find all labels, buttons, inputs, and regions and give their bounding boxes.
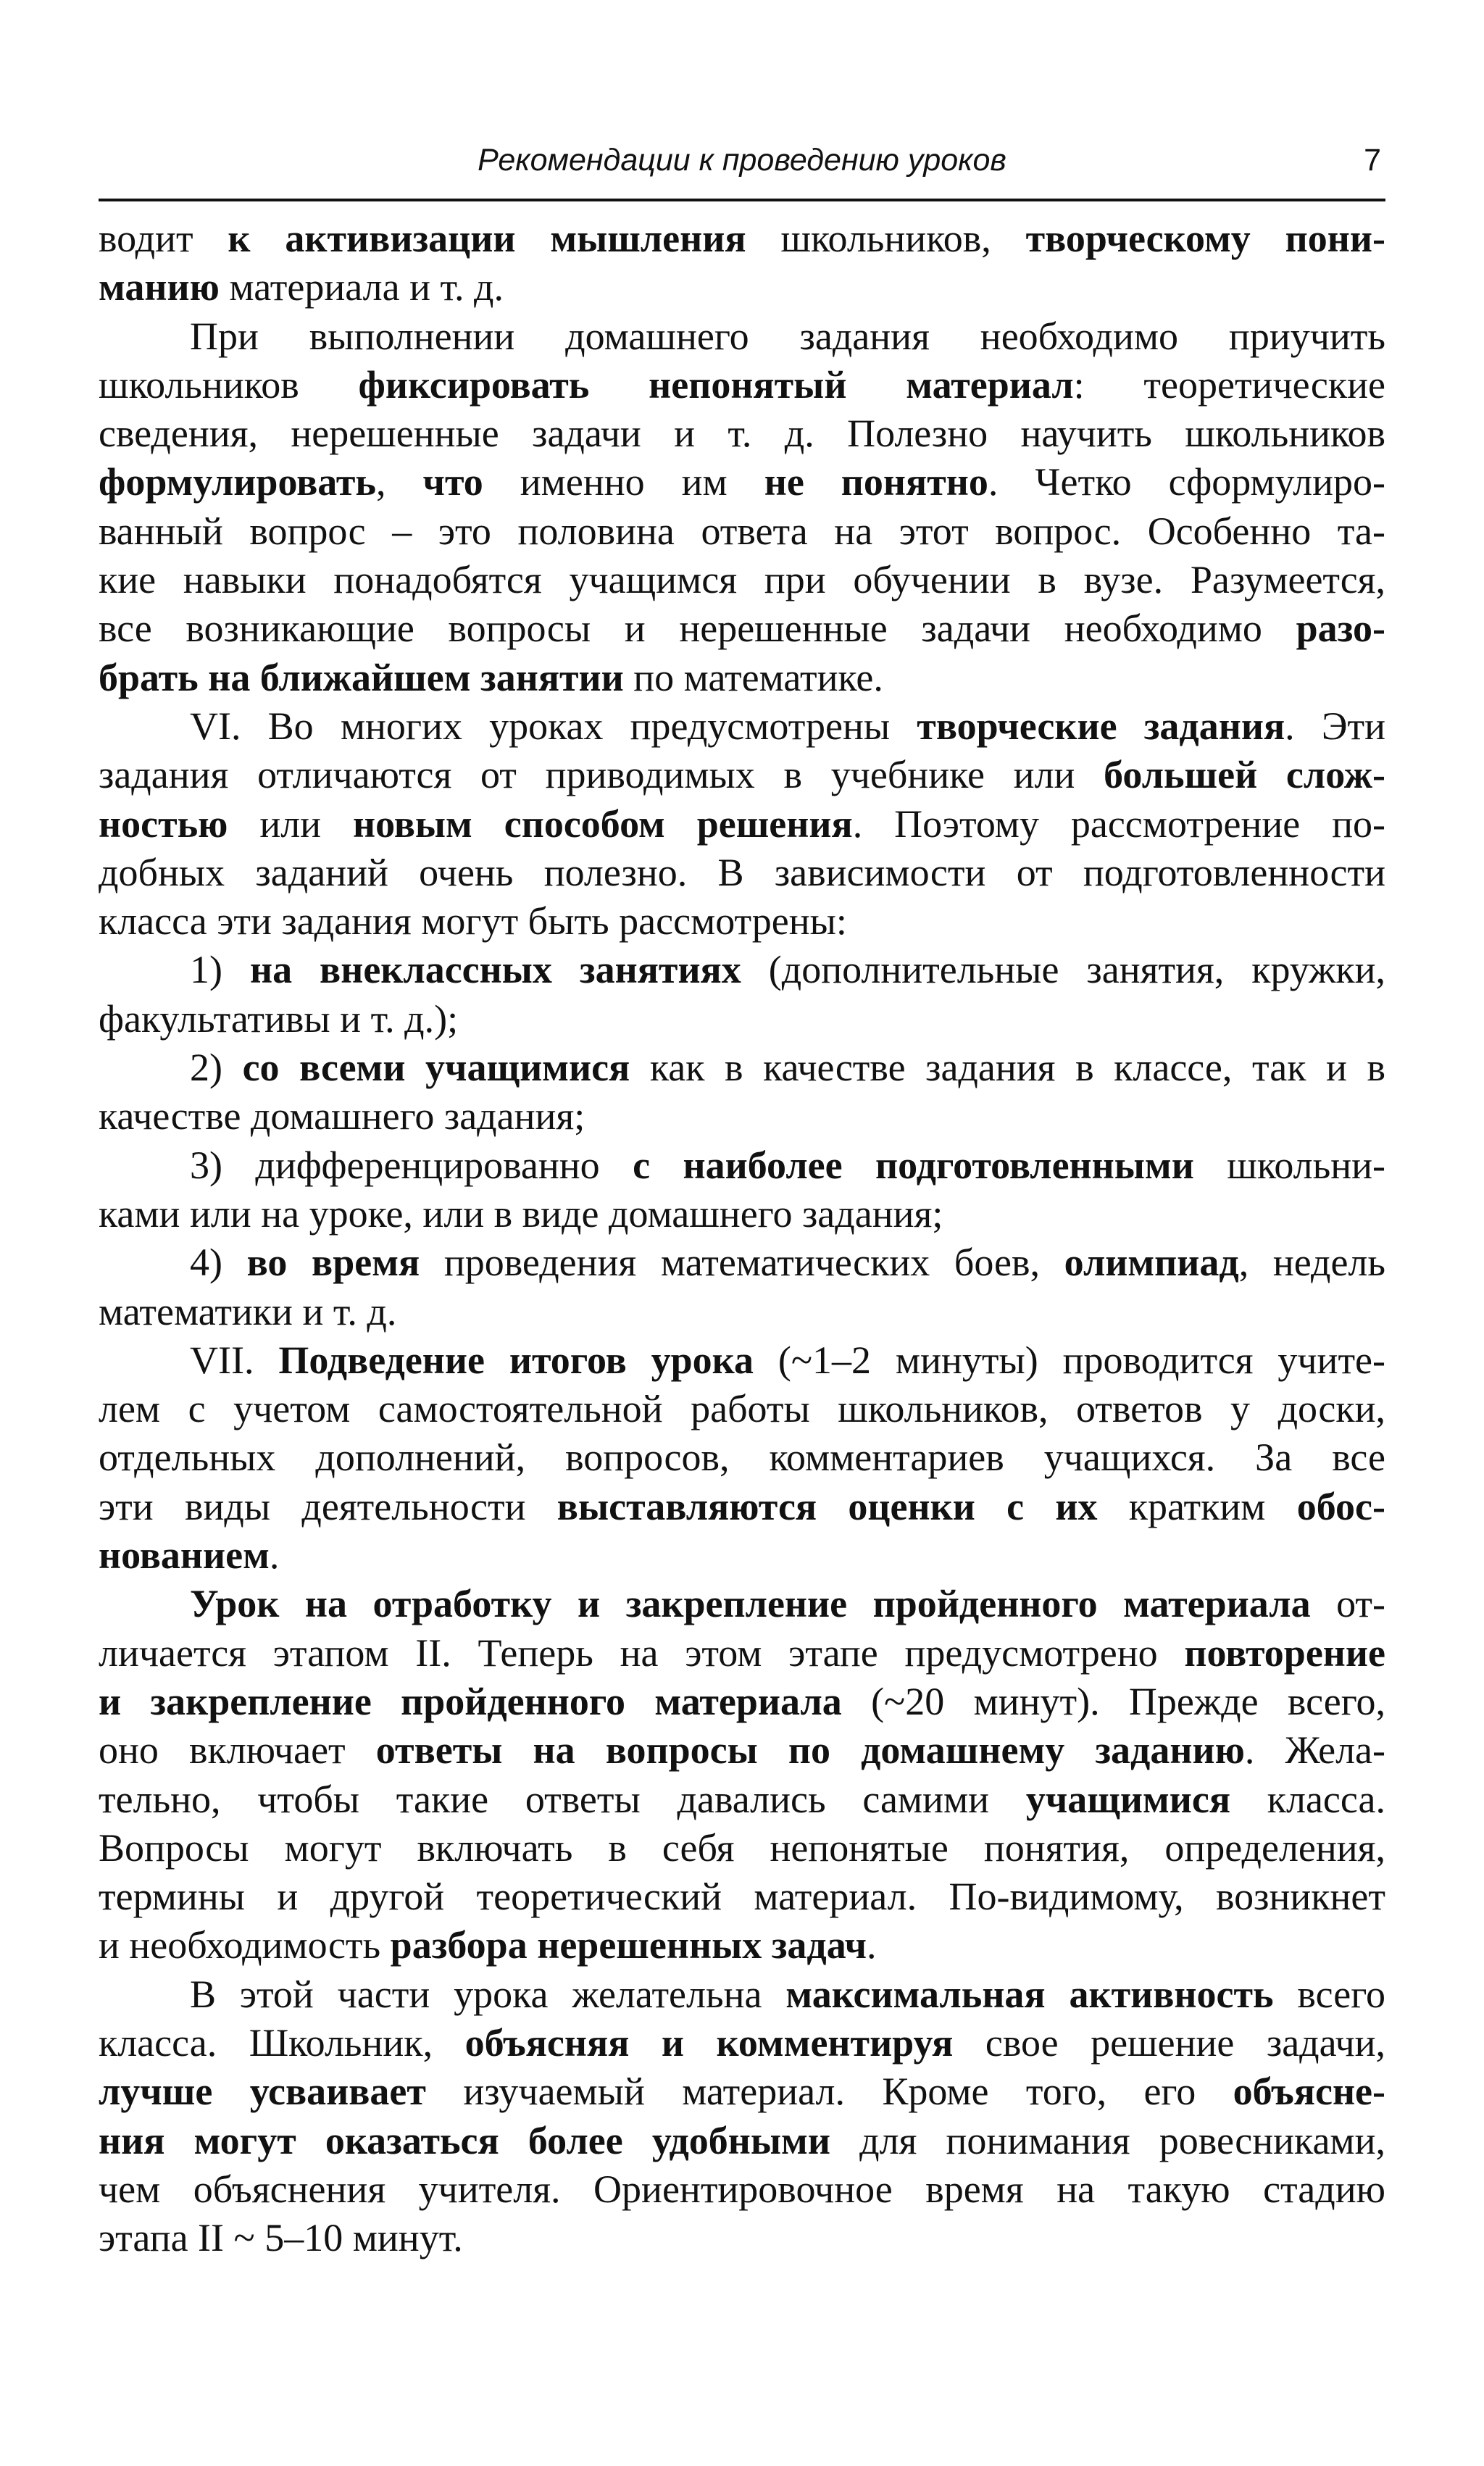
text-run: личается этапом II. Теперь на этом этапе предусмотрено — [99, 1630, 1185, 1675]
text-run: лем с учетом самостоятельной работы школьников, ответов у доски, — [99, 1387, 1385, 1431]
text-run: . Жела- — [1244, 1728, 1385, 1773]
paragraph — [99, 1726, 1385, 1775]
paragraph — [99, 1921, 1385, 1970]
text-run: школьни- — [1193, 1143, 1385, 1187]
paragraph — [99, 1483, 1385, 1531]
text-run: качестве домашнего задания; — [99, 1094, 585, 1138]
text-run: : теоретические — [1073, 362, 1385, 407]
text-run: тельно, чтобы такие ответы давались самими — [99, 1777, 1026, 1821]
text-run: При выполнении домашнего задания необходимо приучить — [190, 314, 1385, 358]
paragraph — [99, 507, 1385, 556]
text-run: как в качестве задания в классе, так и в — [630, 1046, 1385, 1090]
text-run: (~20 минут). Прежде всего, — [841, 1679, 1385, 1723]
text-run: или — [228, 801, 353, 846]
bold-text: объясне- — [1233, 2070, 1386, 2114]
bold-text: лучше усваивает — [99, 2070, 426, 2114]
text-run: . Четко сформулиро- — [988, 460, 1386, 504]
text-run: , недель — [1238, 1241, 1385, 1285]
bold-text: ния могут оказаться более удобными — [99, 2118, 830, 2162]
text-run: оно включает — [99, 1728, 376, 1773]
bold-text: не понятно — [764, 460, 988, 504]
bold-text: на внеклассных занятиях — [249, 948, 741, 992]
paragraph — [99, 1678, 1385, 1726]
paragraph — [99, 800, 1385, 849]
bold-text: что — [422, 460, 483, 504]
paragraph — [99, 2165, 1385, 2214]
paragraph — [99, 1629, 1385, 1678]
text-run: термины и другой теоретический материал. По-видимому, возникнет — [99, 1875, 1385, 1919]
text-run: для понимания ровесниками, — [830, 2118, 1385, 2162]
list-item — [99, 1092, 1385, 1141]
text-run: Вопросы могут включать в себя непонятые понятия, определения, — [99, 1825, 1385, 1870]
header-title: Рекомендации к проведению уроков — [478, 143, 1006, 178]
bold-text: учащимися — [1025, 1777, 1231, 1821]
bold-text: творческому пони- — [1025, 217, 1385, 260]
text-run: изучаемый материал. Кроме того, его — [425, 2070, 1233, 2114]
paragraph — [99, 1433, 1385, 1482]
text-run: 2) — [190, 1046, 243, 1090]
paragraph — [99, 654, 1385, 702]
bold-text: олимпиад — [1064, 1241, 1239, 1285]
bold-text: большей слож- — [1104, 753, 1385, 797]
bold-text: обос- — [1296, 1484, 1385, 1528]
text-run: кратким — [1097, 1484, 1297, 1528]
text-run: класса. — [1230, 1777, 1385, 1821]
paragraph — [99, 1970, 1385, 2019]
text-run: . Эти — [1285, 704, 1385, 748]
paragraph — [99, 2117, 1385, 2165]
bold-text: ностью — [99, 801, 228, 846]
paragraph — [99, 1336, 1385, 1385]
paragraph — [99, 214, 1385, 263]
page-number: 7 — [1364, 143, 1381, 178]
paragraph — [99, 1873, 1385, 1921]
bold-text: формулировать — [99, 460, 376, 504]
paragraph — [99, 604, 1385, 653]
bold-text: максимальная активность — [785, 1972, 1274, 2016]
paragraph — [99, 409, 1385, 458]
bold-text: нованием — [99, 1533, 270, 1578]
text-run: отдельных дополнений, вопросов, комментариев учащихся. За все — [99, 1436, 1385, 1480]
running-header — [99, 142, 1385, 201]
text-run: VI. Во многих уроках предусмотрены — [190, 704, 917, 748]
text-run: , — [375, 460, 423, 504]
paragraph — [99, 897, 1385, 946]
text-run: . Поэтому рассмотрение по- — [852, 801, 1385, 846]
text-run: 1) — [190, 948, 250, 992]
bold-text: с наиболее подготовленными — [633, 1143, 1194, 1187]
paragraph — [99, 556, 1385, 604]
bold-text: творческие задания — [917, 704, 1285, 748]
list-item — [99, 1190, 1385, 1238]
text-run: всего — [1273, 1972, 1386, 2016]
text-run: задания отличаются от приводимых в учебнике или — [99, 753, 1104, 797]
bold-text: манию — [99, 265, 220, 309]
text-run: по математике. — [623, 655, 883, 699]
text-run: . — [867, 1923, 877, 1967]
text-run: (~1–2 минуты) проводится учите- — [753, 1338, 1385, 1382]
list-item — [99, 1238, 1385, 1287]
paragraph — [99, 702, 1385, 751]
text-run: VII. — [190, 1338, 279, 1382]
list-item — [99, 1288, 1385, 1336]
bold-text: во время — [246, 1241, 420, 1285]
paragraph — [99, 2019, 1385, 2067]
bold-text: к активизации мышления — [228, 217, 746, 260]
text-run: именно им — [483, 460, 764, 504]
text-run: материала и т. д. — [219, 265, 504, 309]
bold-text: и закрепление пройденного материала — [99, 1679, 842, 1723]
paragraph — [99, 2214, 1385, 2262]
text-run: сведения, нерешенные задачи и т. д. Полезно научить школьников — [99, 412, 1385, 456]
text-run: ванный вопрос – это половина ответа на этот вопрос. Особенно та- — [99, 509, 1385, 553]
text-run: от- — [1310, 1582, 1385, 1626]
text-run: 4) — [190, 1241, 247, 1285]
bold-text: объясняя и комментируя — [464, 2020, 954, 2065]
text-run: школьников — [99, 362, 359, 407]
text-run: проведения математических боев, — [420, 1241, 1064, 1285]
bold-text: разбора нерешенных задач — [390, 1923, 867, 1967]
text-run: (дополнительные занятия, кружки, — [741, 948, 1386, 992]
text-run: все возникающие вопросы и нерешенные задачи необходимо — [99, 607, 1296, 651]
text-run: свое решение задачи, — [953, 2020, 1385, 2065]
paragraph — [99, 1385, 1385, 1433]
text-run: 3) дифференцированно — [190, 1143, 633, 1187]
body-text — [99, 214, 1385, 2262]
paragraph — [99, 2067, 1385, 2116]
text-run: класса. Школьник, — [99, 2020, 465, 2065]
paragraph — [99, 312, 1385, 361]
bold-text: ответы на вопросы по домашнему заданию — [375, 1728, 1245, 1773]
list-item — [99, 1141, 1385, 1190]
list-item — [99, 1044, 1385, 1092]
bold-text: повторение — [1184, 1630, 1385, 1675]
text-run: добных заданий очень полезно. В зависимости от подготовленности — [99, 850, 1385, 894]
text-run: В этой части урока желательна — [190, 1972, 786, 2016]
bold-text: фиксировать непонятый материал — [358, 362, 1074, 407]
text-run: класса эти задания могут быть рассмотрены: — [99, 899, 847, 944]
text-run: школьников, — [746, 217, 1026, 260]
text-run: водит — [99, 217, 228, 260]
paragraph — [99, 849, 1385, 897]
paragraph — [99, 1580, 1385, 1628]
bold-text: новым способом решения — [352, 801, 853, 846]
bold-text: выставляются оценки с их — [556, 1484, 1098, 1528]
list-item — [99, 946, 1385, 994]
text-run: . — [269, 1533, 280, 1578]
text-run: этапа II ~ 5–10 минут. — [99, 2216, 463, 2260]
paragraph — [99, 1775, 1385, 1824]
paragraph — [99, 263, 1385, 312]
text-run: факультативы и т. д.); — [99, 996, 459, 1041]
text-run: кие навыки понадобятся учащимся при обучении в вузе. Разумеется, — [99, 558, 1385, 602]
bold-text: Подведение итогов урока — [278, 1338, 754, 1382]
bold-text: Урок на отработку и закрепление пройденного материала — [190, 1582, 1311, 1626]
text-run: чем объяснения учителя. Ориентировочное время на такую стадию — [99, 2167, 1385, 2211]
paragraph — [99, 361, 1385, 409]
text-run: эти виды деятельности — [99, 1484, 557, 1528]
bold-text: со всеми учащимися — [242, 1046, 630, 1090]
text-run: математики и т. д. — [99, 1289, 397, 1333]
paragraph — [99, 458, 1385, 507]
paragraph — [99, 751, 1385, 799]
bold-text: разо- — [1296, 607, 1385, 651]
text-run: ками или на уроке, или в виде домашнего задания; — [99, 1191, 943, 1236]
paragraph — [99, 1824, 1385, 1873]
text-run: и необходимость — [99, 1923, 391, 1967]
list-item — [99, 995, 1385, 1044]
bold-text: брать на ближайшем занятии — [99, 655, 624, 699]
paragraph — [99, 1531, 1385, 1580]
